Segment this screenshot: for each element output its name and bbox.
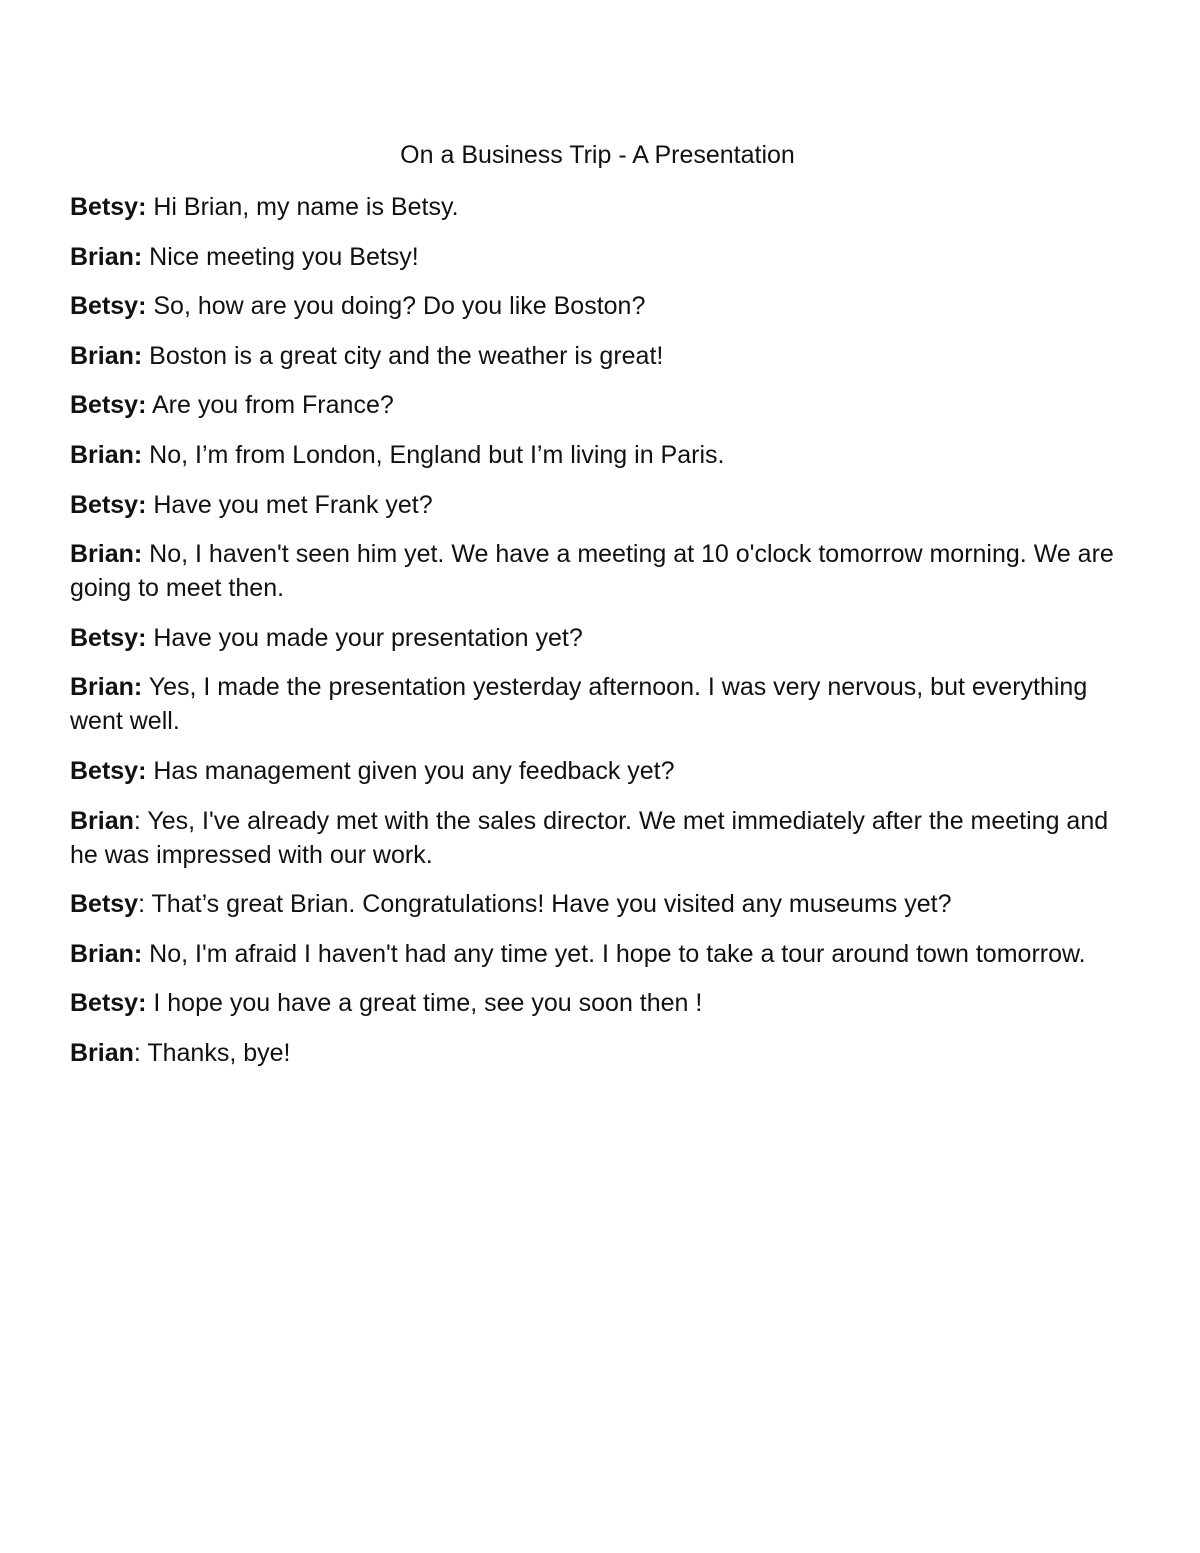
document-title: On a Business Trip - A Presentation <box>400 141 795 169</box>
dialogue-line <box>70 670 1140 738</box>
speaker-colon: : <box>133 540 143 569</box>
line-text: No, I'm afraid I haven't had any time yet. I hope to take a tour around town tomorrow. <box>142 939 1086 968</box>
dialogue-line <box>70 986 1140 1020</box>
speaker-name: Betsy <box>70 490 139 519</box>
dialogue-line <box>70 488 1140 522</box>
dialogue-line <box>70 289 1140 323</box>
speaker-colon: : <box>138 292 147 321</box>
speaker-colon: : <box>133 806 141 835</box>
speaker-colon: : <box>133 939 143 968</box>
speaker-colon: : <box>133 673 143 702</box>
dialogue-line <box>70 937 1140 971</box>
speaker-name: Betsy <box>70 890 139 919</box>
line-text: Have you met Frank yet? <box>146 490 433 519</box>
line-text: Has management given you any feedback yet? <box>146 756 675 785</box>
speaker-colon: : <box>138 756 147 785</box>
speaker-name: Brian <box>70 1038 134 1067</box>
speaker-colon: : <box>138 193 147 221</box>
line-text: Thanks, bye! <box>140 1038 291 1067</box>
dialogue <box>70 190 1140 1086</box>
speaker-colon: : <box>133 242 143 271</box>
dialogue-line <box>70 339 1140 373</box>
dialogue-line <box>70 537 1140 605</box>
speaker-colon: : <box>133 341 143 370</box>
dialogue-line <box>70 190 1140 224</box>
dialogue-line <box>70 754 1140 788</box>
dialogue-line <box>70 621 1140 655</box>
speaker-name: Brian <box>70 939 134 968</box>
line-text: That’s great Brian. Congratulations! Have you visited any museums yet? <box>145 890 952 919</box>
line-text: No, I haven't seen him yet. We have a meeting at 10 o'clock tomorrow morning. We are going to meet then. <box>70 540 1114 603</box>
line-text: Yes, I've already met with the sales director. We met immediately after the meeting and he was impressed with our work. <box>70 806 1109 869</box>
dialogue-line <box>70 804 1140 872</box>
line-text: Have you made your presentation yet? <box>146 623 583 652</box>
speaker-name: Brian <box>70 341 134 370</box>
speaker-name: Betsy <box>70 193 139 221</box>
dialogue-line <box>70 1036 1140 1070</box>
line-text: No, I’m from London, England but I’m living in Paris. <box>142 440 725 469</box>
speaker-name: Betsy <box>70 989 139 1018</box>
speaker-name: Brian <box>70 540 134 569</box>
dialogue-line <box>70 388 1140 422</box>
line-text: Nice meeting you Betsy! <box>142 242 419 271</box>
line-text: Are you from France? <box>146 391 394 420</box>
line-text: So, how are you doing? Do you like Boston? <box>146 292 646 321</box>
line-text: Yes, I made the presentation yesterday afternoon. I was very nervous, but everything went well. <box>70 673 1088 736</box>
speaker-colon: : <box>133 440 143 469</box>
dialogue-line <box>70 438 1140 472</box>
speaker-name: Betsy <box>70 623 139 652</box>
speaker-colon: : <box>133 1038 141 1067</box>
speaker-name: Brian <box>70 806 134 835</box>
speaker-name: Betsy <box>70 292 139 321</box>
speaker-colon: : <box>138 989 147 1018</box>
speaker-name: Betsy <box>70 756 139 785</box>
line-text: Hi Brian, my name is Betsy. <box>146 193 459 221</box>
speaker-name: Brian <box>70 673 134 702</box>
line-text: Boston is a great city and the weather is great! <box>142 341 664 370</box>
dialogue-line <box>70 240 1140 274</box>
dialogue-line <box>70 887 1140 921</box>
speaker-colon: : <box>138 623 147 652</box>
line-text: I hope you have a great time, see you soon then ! <box>146 989 703 1018</box>
speaker-name: Betsy <box>70 391 139 420</box>
speaker-colon: : <box>138 490 147 519</box>
speaker-colon: : <box>138 391 147 420</box>
speaker-name: Brian <box>70 440 134 469</box>
speaker-colon: : <box>138 890 146 919</box>
speaker-name: Brian <box>70 242 134 271</box>
